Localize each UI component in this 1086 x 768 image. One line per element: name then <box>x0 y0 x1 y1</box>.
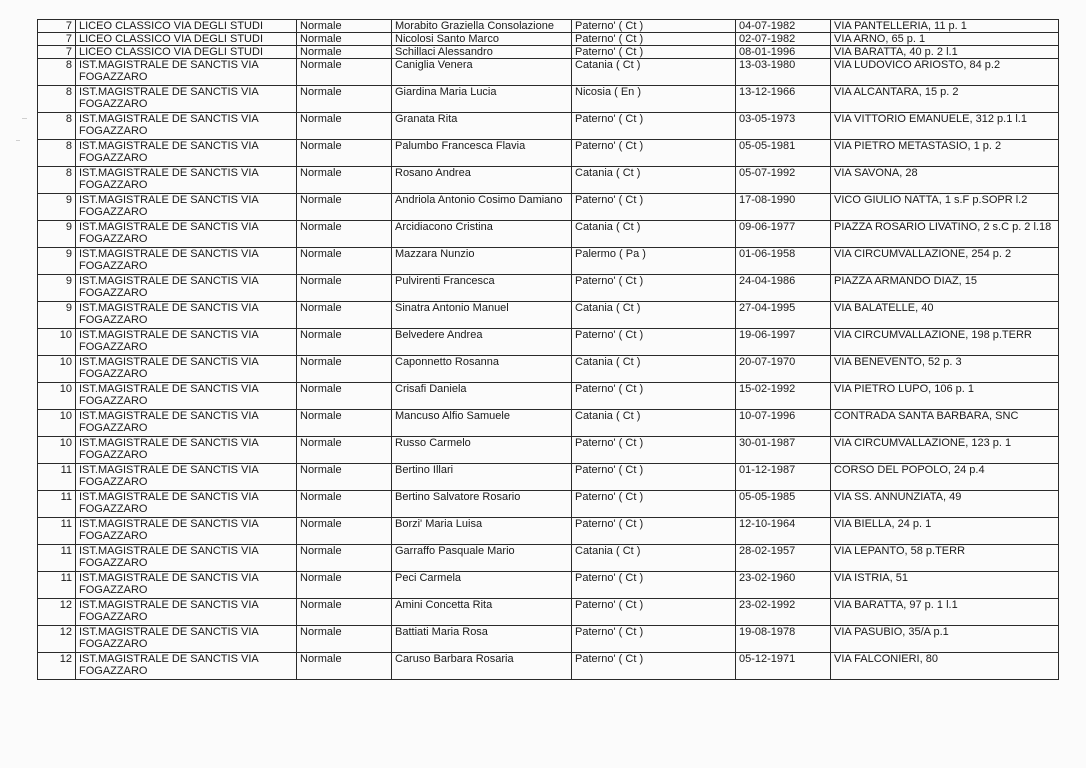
school-cell: IST.MAGISTRALE DE SANCTIS VIA FOGAZZARO <box>76 59 297 86</box>
table-row <box>38 275 1059 302</box>
row-number: 8 <box>38 113 76 140</box>
type-cell: Normale <box>297 86 392 113</box>
table-row <box>38 140 1059 167</box>
person-name-cell: Andriola Antonio Cosimo Damiano <box>392 194 572 221</box>
birthplace-cell: Paterno' ( Ct ) <box>572 383 736 410</box>
row-number: 11 <box>38 572 76 599</box>
table-row <box>38 572 1059 599</box>
row-number: 11 <box>38 491 76 518</box>
row-number: 7 <box>38 46 76 59</box>
row-number: 8 <box>38 86 76 113</box>
row-number: 7 <box>38 20 76 33</box>
row-number: 8 <box>38 167 76 194</box>
row-number: 10 <box>38 410 76 437</box>
birthplace-cell: Paterno' ( Ct ) <box>572 653 736 680</box>
person-name-cell: Russo Carmelo <box>392 437 572 464</box>
address-cell: VIA ISTRIA, 51 <box>831 572 1059 599</box>
birthdate-cell: 02-07-1982 <box>736 33 831 46</box>
birthdate-cell: 30-01-1987 <box>736 437 831 464</box>
person-name-cell: Giardina Maria Lucia <box>392 86 572 113</box>
row-number: 10 <box>38 383 76 410</box>
birthplace-cell: Catania ( Ct ) <box>572 302 736 329</box>
type-cell: Normale <box>297 33 392 46</box>
row-number: 12 <box>38 626 76 653</box>
type-cell: Normale <box>297 302 392 329</box>
school-cell: IST.MAGISTRALE DE SANCTIS VIA FOGAZZARO <box>76 464 297 491</box>
address-cell: VIA PIETRO METASTASIO, 1 p. 2 <box>831 140 1059 167</box>
birthplace-cell: Catania ( Ct ) <box>572 221 736 248</box>
address-cell: VIA SS. ANNUNZIATA, 49 <box>831 491 1059 518</box>
person-name-cell: Borzi' Maria Luisa <box>392 518 572 545</box>
address-cell: VIA FALCONIERI, 80 <box>831 653 1059 680</box>
row-number: 11 <box>38 545 76 572</box>
birthplace-cell: Paterno' ( Ct ) <box>572 572 736 599</box>
address-cell: VIA BIELLA, 24 p. 1 <box>831 518 1059 545</box>
table-row <box>38 518 1059 545</box>
school-cell: IST.MAGISTRALE DE SANCTIS VIA FOGAZZARO <box>76 599 297 626</box>
school-cell: IST.MAGISTRALE DE SANCTIS VIA FOGAZZARO <box>76 356 297 383</box>
school-cell: IST.MAGISTRALE DE SANCTIS VIA FOGAZZARO <box>76 248 297 275</box>
school-cell: IST.MAGISTRALE DE SANCTIS VIA FOGAZZARO <box>76 437 297 464</box>
row-number: 9 <box>38 248 76 275</box>
birthdate-cell: 20-07-1970 <box>736 356 831 383</box>
address-cell: VIA LEPANTO, 58 p.TERR <box>831 545 1059 572</box>
address-cell: VIA BENEVENTO, 52 p. 3 <box>831 356 1059 383</box>
birthplace-cell: Nicosia ( En ) <box>572 86 736 113</box>
birthdate-cell: 08-01-1996 <box>736 46 831 59</box>
type-cell: Normale <box>297 221 392 248</box>
row-number: 9 <box>38 221 76 248</box>
row-number: 10 <box>38 356 76 383</box>
birthdate-cell: 27-04-1995 <box>736 302 831 329</box>
row-number: 9 <box>38 302 76 329</box>
school-cell: IST.MAGISTRALE DE SANCTIS VIA FOGAZZARO <box>76 194 297 221</box>
type-cell: Normale <box>297 167 392 194</box>
birthdate-cell: 05-05-1985 <box>736 491 831 518</box>
scan-mark <box>16 140 20 141</box>
school-cell: IST.MAGISTRALE DE SANCTIS VIA FOGAZZARO <box>76 329 297 356</box>
school-cell: IST.MAGISTRALE DE SANCTIS VIA FOGAZZARO <box>76 491 297 518</box>
table-row <box>38 491 1059 518</box>
address-cell: PIAZZA ROSARIO LIVATINO, 2 s.C p. 2 l.18 <box>831 221 1059 248</box>
birthplace-cell: Catania ( Ct ) <box>572 356 736 383</box>
table-row <box>38 383 1059 410</box>
row-number: 10 <box>38 437 76 464</box>
school-cell: IST.MAGISTRALE DE SANCTIS VIA FOGAZZARO <box>76 545 297 572</box>
school-cell: IST.MAGISTRALE DE SANCTIS VIA FOGAZZARO <box>76 113 297 140</box>
birthplace-cell: Paterno' ( Ct ) <box>572 33 736 46</box>
table-row <box>38 33 1059 46</box>
address-cell: VIA BARATTA, 97 p. 1 l.1 <box>831 599 1059 626</box>
row-number: 8 <box>38 59 76 86</box>
birthdate-cell: 28-02-1957 <box>736 545 831 572</box>
birthdate-cell: 13-03-1980 <box>736 59 831 86</box>
type-cell: Normale <box>297 140 392 167</box>
birthplace-cell: Paterno' ( Ct ) <box>572 599 736 626</box>
school-cell: IST.MAGISTRALE DE SANCTIS VIA FOGAZZARO <box>76 626 297 653</box>
row-number: 11 <box>38 518 76 545</box>
person-name-cell: Arcidiacono Cristina <box>392 221 572 248</box>
table-row <box>38 410 1059 437</box>
table-row <box>38 59 1059 86</box>
table-row <box>38 437 1059 464</box>
person-name-cell: Rosano Andrea <box>392 167 572 194</box>
person-name-cell: Schillaci Alessandro <box>392 46 572 59</box>
type-cell: Normale <box>297 518 392 545</box>
person-name-cell: Bertino Illari <box>392 464 572 491</box>
school-cell: IST.MAGISTRALE DE SANCTIS VIA FOGAZZARO <box>76 383 297 410</box>
school-cell: IST.MAGISTRALE DE SANCTIS VIA FOGAZZARO <box>76 86 297 113</box>
type-cell: Normale <box>297 113 392 140</box>
type-cell: Normale <box>297 410 392 437</box>
table-row <box>38 167 1059 194</box>
birthdate-cell: 04-07-1982 <box>736 20 831 33</box>
birthplace-cell: Paterno' ( Ct ) <box>572 194 736 221</box>
row-number: 9 <box>38 275 76 302</box>
school-cell: LICEO CLASSICO VIA DEGLI STUDI <box>76 46 297 59</box>
type-cell: Normale <box>297 599 392 626</box>
birthdate-cell: 24-04-1986 <box>736 275 831 302</box>
person-name-cell: Pulvirenti Francesca <box>392 275 572 302</box>
type-cell: Normale <box>297 626 392 653</box>
school-cell: LICEO CLASSICO VIA DEGLI STUDI <box>76 20 297 33</box>
birthdate-cell: 12-10-1964 <box>736 518 831 545</box>
birthdate-cell: 13-12-1966 <box>736 86 831 113</box>
table-row <box>38 464 1059 491</box>
type-cell: Normale <box>297 356 392 383</box>
address-cell: VIA SAVONA, 28 <box>831 167 1059 194</box>
table-row <box>38 545 1059 572</box>
school-cell: IST.MAGISTRALE DE SANCTIS VIA FOGAZZARO <box>76 302 297 329</box>
address-cell: VIA PIETRO LUPO, 106 p. 1 <box>831 383 1059 410</box>
type-cell: Normale <box>297 572 392 599</box>
type-cell: Normale <box>297 248 392 275</box>
person-name-cell: Belvedere Andrea <box>392 329 572 356</box>
person-name-cell: Caponnetto Rosanna <box>392 356 572 383</box>
birthdate-cell: 05-05-1981 <box>736 140 831 167</box>
row-number: 12 <box>38 653 76 680</box>
birthplace-cell: Palermo ( Pa ) <box>572 248 736 275</box>
person-name-cell: Granata Rita <box>392 113 572 140</box>
row-number: 10 <box>38 329 76 356</box>
address-cell: CONTRADA SANTA BARBARA, SNC <box>831 410 1059 437</box>
birthplace-cell: Paterno' ( Ct ) <box>572 437 736 464</box>
birthdate-cell: 15-02-1992 <box>736 383 831 410</box>
row-number: 9 <box>38 194 76 221</box>
birthdate-cell: 19-08-1978 <box>736 626 831 653</box>
address-cell: VIA BALATELLE, 40 <box>831 302 1059 329</box>
table-row <box>38 248 1059 275</box>
address-cell: VIA ALCANTARA, 15 p. 2 <box>831 86 1059 113</box>
type-cell: Normale <box>297 46 392 59</box>
birthdate-cell: 23-02-1992 <box>736 599 831 626</box>
type-cell: Normale <box>297 653 392 680</box>
table-row <box>38 221 1059 248</box>
type-cell: Normale <box>297 464 392 491</box>
scan-mark <box>22 118 27 119</box>
type-cell: Normale <box>297 20 392 33</box>
birthplace-cell: Paterno' ( Ct ) <box>572 46 736 59</box>
birthplace-cell: Catania ( Ct ) <box>572 545 736 572</box>
type-cell: Normale <box>297 329 392 356</box>
birthplace-cell: Paterno' ( Ct ) <box>572 464 736 491</box>
address-cell: VIA PANTELLERIA, 11 p. 1 <box>831 20 1059 33</box>
school-cell: IST.MAGISTRALE DE SANCTIS VIA FOGAZZARO <box>76 653 297 680</box>
person-name-cell: Mazzara Nunzio <box>392 248 572 275</box>
person-name-cell: Peci Carmela <box>392 572 572 599</box>
person-name-cell: Bertino Salvatore Rosario <box>392 491 572 518</box>
birthplace-cell: Catania ( Ct ) <box>572 59 736 86</box>
address-cell: VIA CIRCUMVALLAZIONE, 198 p.TERR <box>831 329 1059 356</box>
table-row <box>38 113 1059 140</box>
birthplace-cell: Paterno' ( Ct ) <box>572 329 736 356</box>
row-number: 7 <box>38 33 76 46</box>
table-row <box>38 626 1059 653</box>
address-cell: VIA LUDOVICO ARIOSTO, 84 p.2 <box>831 59 1059 86</box>
birthplace-cell: Paterno' ( Ct ) <box>572 626 736 653</box>
birthdate-cell: 23-02-1960 <box>736 572 831 599</box>
address-cell: VIA ARNO, 65 p. 1 <box>831 33 1059 46</box>
school-cell: IST.MAGISTRALE DE SANCTIS VIA FOGAZZARO <box>76 410 297 437</box>
address-cell: VIA CIRCUMVALLAZIONE, 254 p. 2 <box>831 248 1059 275</box>
address-cell: VIA VITTORIO EMANUELE, 312 p.1 l.1 <box>831 113 1059 140</box>
table-row <box>38 653 1059 680</box>
row-number: 11 <box>38 464 76 491</box>
person-name-cell: Amini Concetta Rita <box>392 599 572 626</box>
type-cell: Normale <box>297 59 392 86</box>
type-cell: Normale <box>297 545 392 572</box>
person-name-cell: Sinatra Antonio Manuel <box>392 302 572 329</box>
birthdate-cell: 01-12-1987 <box>736 464 831 491</box>
row-number: 12 <box>38 599 76 626</box>
person-name-cell: Mancuso Alfio Samuele <box>392 410 572 437</box>
birthplace-cell: Paterno' ( Ct ) <box>572 275 736 302</box>
table-row <box>38 86 1059 113</box>
table-row <box>38 20 1059 33</box>
person-name-cell: Garraffo Pasquale Mario <box>392 545 572 572</box>
school-cell: IST.MAGISTRALE DE SANCTIS VIA FOGAZZARO <box>76 140 297 167</box>
person-name-cell: Caruso Barbara Rosaria <box>392 653 572 680</box>
school-cell: IST.MAGISTRALE DE SANCTIS VIA FOGAZZARO <box>76 518 297 545</box>
type-cell: Normale <box>297 491 392 518</box>
birthplace-cell: Paterno' ( Ct ) <box>572 140 736 167</box>
person-name-cell: Crisafi Daniela <box>392 383 572 410</box>
table-row <box>38 599 1059 626</box>
type-cell: Normale <box>297 275 392 302</box>
birthplace-cell: Paterno' ( Ct ) <box>572 518 736 545</box>
birthdate-cell: 19-06-1997 <box>736 329 831 356</box>
birthplace-cell: Catania ( Ct ) <box>572 410 736 437</box>
table-row <box>38 302 1059 329</box>
birthdate-cell: 03-05-1973 <box>736 113 831 140</box>
birthplace-cell: Paterno' ( Ct ) <box>572 113 736 140</box>
table-row <box>38 46 1059 59</box>
birthdate-cell: 05-12-1971 <box>736 653 831 680</box>
person-name-cell: Palumbo Francesca Flavia <box>392 140 572 167</box>
birthdate-cell: 09-06-1977 <box>736 221 831 248</box>
address-cell: VICO GIULIO NATTA, 1 s.F p.SOPR l.2 <box>831 194 1059 221</box>
type-cell: Normale <box>297 383 392 410</box>
person-name-cell: Morabito Graziella Consolazione <box>392 20 572 33</box>
assignment-table <box>37 19 1059 680</box>
birthplace-cell: Paterno' ( Ct ) <box>572 20 736 33</box>
row-number: 8 <box>38 140 76 167</box>
school-cell: IST.MAGISTRALE DE SANCTIS VIA FOGAZZARO <box>76 572 297 599</box>
birthdate-cell: 01-06-1958 <box>736 248 831 275</box>
school-cell: IST.MAGISTRALE DE SANCTIS VIA FOGAZZARO <box>76 221 297 248</box>
birthplace-cell: Paterno' ( Ct ) <box>572 491 736 518</box>
school-cell: IST.MAGISTRALE DE SANCTIS VIA FOGAZZARO <box>76 275 297 302</box>
birthdate-cell: 17-08-1990 <box>736 194 831 221</box>
person-name-cell: Battiati Maria Rosa <box>392 626 572 653</box>
table-row <box>38 356 1059 383</box>
person-name-cell: Caniglia Venera <box>392 59 572 86</box>
person-name-cell: Nicolosi Santo Marco <box>392 33 572 46</box>
address-cell: CORSO DEL POPOLO, 24 p.4 <box>831 464 1059 491</box>
address-cell: PIAZZA ARMANDO DIAZ, 15 <box>831 275 1059 302</box>
birthdate-cell: 10-07-1996 <box>736 410 831 437</box>
address-cell: VIA BARATTA, 40 p. 2 l.1 <box>831 46 1059 59</box>
table-row <box>38 329 1059 356</box>
birthdate-cell: 05-07-1992 <box>736 167 831 194</box>
type-cell: Normale <box>297 194 392 221</box>
school-cell: LICEO CLASSICO VIA DEGLI STUDI <box>76 33 297 46</box>
type-cell: Normale <box>297 437 392 464</box>
birthplace-cell: Catania ( Ct ) <box>572 167 736 194</box>
table-row <box>38 194 1059 221</box>
address-cell: VIA CIRCUMVALLAZIONE, 123 p. 1 <box>831 437 1059 464</box>
school-cell: IST.MAGISTRALE DE SANCTIS VIA FOGAZZARO <box>76 167 297 194</box>
address-cell: VIA PASUBIO, 35/A p.1 <box>831 626 1059 653</box>
